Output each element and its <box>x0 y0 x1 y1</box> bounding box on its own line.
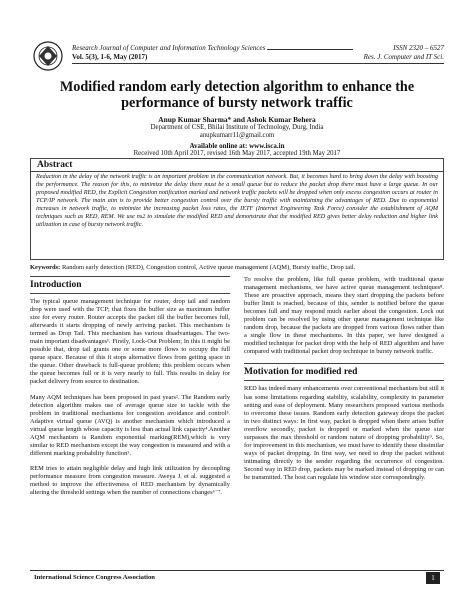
journal-name-line <box>72 44 444 52</box>
motivation-paragraph: RED has indeed many enhancements over conventional mechanism but still it has some limitations regarding stability, scalability, complexity in parameter setting and ease of deployment. Many researchers proposed various methods to overcome these issues. Random early detection gateway drops the packet in two distinct ways: In first way, packet is dropped when there arises buffer overflow secondly, packet is dropped or marked when the queue size surpasses the max threshold or random nature of dropping probability⁹. So, for improvement in this mechanism, we must have to identify these dissimilar ways of packet dropping. In first way, we need to drop the packet without intimating directly to the sender regarding the occurrence of congestion. Second way in RED drop, packets may be marked instead of dropping or can be transmitted. The host can regulate his window size correspondingly. <box>244 385 444 481</box>
page-number: 1 <box>426 572 440 584</box>
introduction-heading: Introduction <box>30 276 230 294</box>
email: anupkumarr11@gmail.com <box>199 132 275 139</box>
header-rule <box>72 63 444 64</box>
journal-short-name: Res. J. Computer and IT Sci. <box>363 53 444 61</box>
abstract-heading: Abstract <box>37 160 73 170</box>
journal-name: Research Journal of Computer and Information Technology Sciences <box>72 44 266 52</box>
journal-header <box>30 40 444 72</box>
page-footer <box>30 570 444 584</box>
right-column <box>244 276 444 489</box>
keywords-text: Random early detection (RED), Congestion control, Active queue management (AQM), Bursty traffic, Drop tail. <box>61 264 356 271</box>
authors: Anup Kumar Sharma* and Ashok Kumar Behera <box>158 115 316 124</box>
affiliation: Department of CSE, Bhilai Institute of Technology, Durg, India <box>150 124 324 131</box>
footer-association: International Science Congress Association <box>34 574 155 581</box>
header-underline <box>267 44 353 50</box>
intro-paragraph: The typical queue management technique for router, drop tail and random drop were used with the TCP; that fixes the buffer size as maximum buffer size for every router. Router accepts the packet till the buffer becomes full, afterwards it starts dropping of newly arriving packet. This mechanism is termed as Drop Tail. This mechanism has various disadvantages. The two-main important disadvantages¹. Firstly, Lock-Out Problem; In this it might be possible that, drop tail grants one or some more flows to occupy the full queue space. Because of this it stops alternative flows from getting space in the queue. Other drawback is full-queue problem; this problem occurs when the queue becomes full or it is very nearly to full. This results in delay for packet delivery from source to destination. <box>30 298 230 386</box>
motivation-heading: Motivation for modified red <box>244 363 444 381</box>
volume-info: Vol. 5(3), 1-6, May (2017) <box>72 53 148 61</box>
left-column <box>30 276 230 504</box>
isca-logo-icon <box>30 40 66 72</box>
paper-title: Modified random early detection algorithm to enhance the performance of bursty network traffic <box>59 79 415 111</box>
abstract-rule <box>31 171 443 172</box>
keywords <box>30 264 444 271</box>
intro-paragraph: Many AQM techniques has been proposed in past years². The Random early detection algorithm makes use of average queue size to tackle with the problem in traditional mechanisms for congestion avoidance and control³. Adaptive virtual queue (AVQ) is another mechanism which introduced a virtual queue length whose capacity is less than actual link capacity⁴.Another AQM mechanism is Random exponential marking(REM),which is very similar to RED mechanism except the way congestion is measured and with a different marking probability function⁵. <box>30 393 230 457</box>
journal-volume-line <box>72 53 444 61</box>
keywords-label: Keywords: <box>30 264 61 271</box>
received-dates: Received 10th April 2017, revised 16th May 2017, accepted 19th May 2017 <box>133 150 341 157</box>
issn: ISSN 2320 – 6527 <box>393 44 444 52</box>
abstract-box <box>30 158 444 260</box>
available-online: Available online at: www.isca.in <box>189 142 285 150</box>
abstract-text: Reduction in the delay of the network traffic is an important problem in the communication network. But, it becomes hard to bring down the delay with boosting the performance. The reason for this, to minimize the delay there must be a small queue but to reduce the packet drop there must have a large queue. In our proposed modified RED, the Explicit Congestion notification marked and network traffic packets will be dropped when only excess congestion occurs at router in TCP/IP network. The main aim is to provide better congestion control over the bursty traffic with maintaining the advantages of RED. Due to exponential increases in network traffic, to minimize the increasing packet loss rates, the IETF (Internet Engineering Task Force) consider the establishment of AQM techniques such as RED, REM. We use ns2 to simulate the modified RED and demonstrate that the modified RED gives better delay reduction and higher link utilization in case of bursty network traffic. <box>36 173 438 228</box>
intro-paragraph: REM tries to attain negligible delay and high link utilization by decoupling performance measure from congestion measure. Aweya J. et al. suggested a method to improve the effectiveness of RED mechanism by dynamically altering the threshold settings when the number of connections changes⁶⁻⁷. <box>30 464 230 497</box>
intro-continued-paragraph: To resolve the problem, like full queue problem, with traditional queue management mechanisms, we have active queue management techniques⁸. These are proactive approach, means they start dropping the packets before buffer limit is reached, because of this, sender is notified before the queue becomes full and may respond much earlier about the congestion. Lock out problem can be resolved by using other queue management technique like random drop, because the packets are dropped from various flows rather than a single flow in these mechanisms. In this paper, we have designed a modified technique for packet drop with the help of RED algorithm and have compared with traditional packet drop technique in bursty network traffic. <box>244 276 444 356</box>
